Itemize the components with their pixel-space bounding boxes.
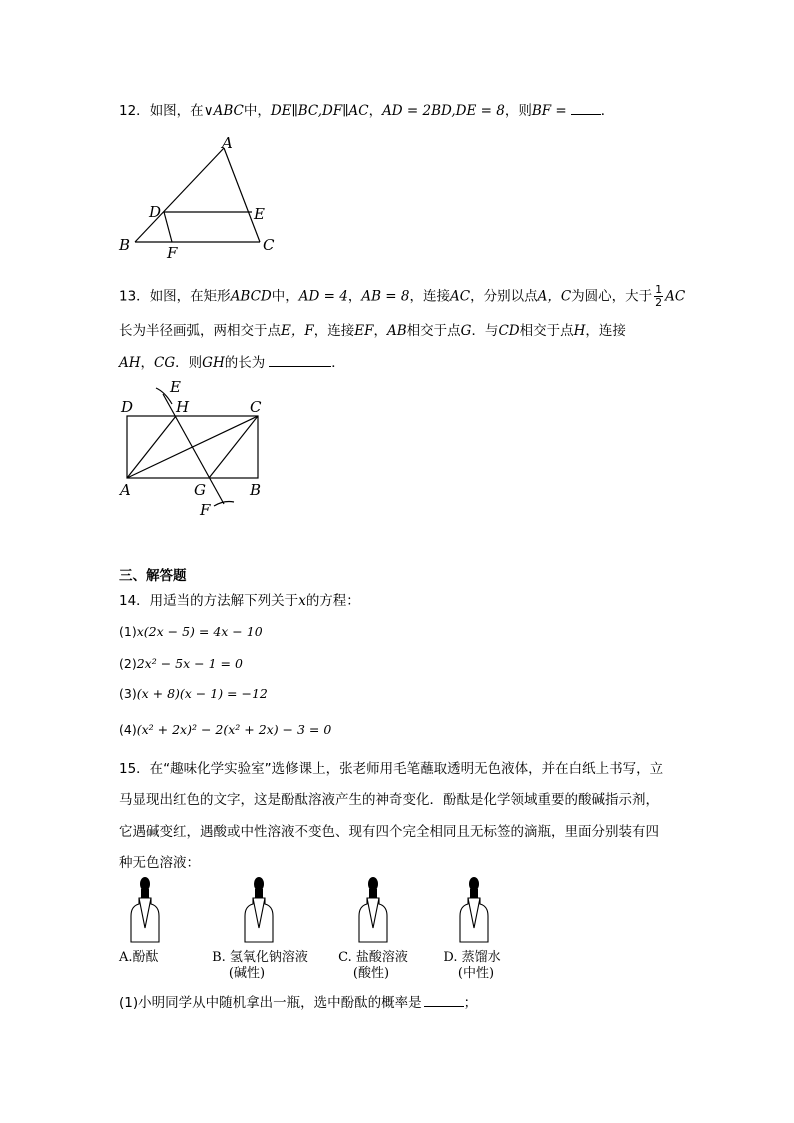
dropper-bottle-icon [125, 876, 165, 946]
label-f: F [167, 244, 178, 260]
bottle-d-note: (中性) [457, 966, 495, 981]
bottle-d-label: D. 蒸馏水 [443, 950, 501, 965]
q12-triangle-figure [112, 132, 287, 260]
bottle-c-note: (酸性) [352, 966, 390, 981]
label-e: E [254, 205, 265, 223]
q14-part1: (1)x(2x − 5) = 4x − 10 [119, 624, 263, 639]
q15-line4: 种无色溶液： [119, 855, 200, 871]
q13-rectangle-figure [114, 378, 274, 520]
label-a: A [120, 481, 131, 499]
q15-line3: 它遇碱变红，遇酸或中性溶液不变色、现有四个完全相同且无标签的滴瓶，里面分别装有四 [119, 824, 659, 840]
label-c: C [250, 398, 262, 416]
q14-stem: 14．用适当的方法解下列关于x的方程： [119, 593, 360, 609]
q12-stem: 12．如图，在∨ABC中，DE∥BC,DF∥AC，AD = 2BD,DE = 8，则BF = ． [119, 103, 615, 119]
q13-answer-blank[interactable] [269, 354, 331, 367]
q13-line2: 长为半径画弧，两相交于点E，F，连接EF，AB相交于点G．与CD相交于点H，连接 [119, 323, 626, 339]
label-b: B [119, 236, 131, 254]
q15-sub1: (1)小明同学从中随机拿出一瓶，选中酚酞的概率是 ； [119, 995, 478, 1011]
q15-answer-blank[interactable] [424, 994, 464, 1007]
section-heading: 三、解答题 [119, 568, 187, 584]
q12-answer-blank[interactable] [571, 102, 601, 115]
label-d: D [149, 203, 162, 221]
label-f: F [200, 501, 211, 519]
dropper-bottle-icon [454, 876, 494, 946]
label-e: E [170, 378, 181, 396]
label-h: H [176, 398, 190, 416]
q14-part3: (3)(x + 8)(x − 1) = −12 [119, 686, 268, 701]
one-half-fraction: $\frac{1}{2}$ [655, 283, 663, 309]
label-g: G [194, 481, 206, 499]
q13-line1: 13．如图，在矩形ABCD中，AD = 4，AB = 8，连接AC，分别以点A，C为圆心，大于 $\frac{1}{2}$ AC [119, 283, 686, 309]
bottle-b-label: B. 氢氧化钠溶液 [212, 950, 308, 965]
q14-part4: (4)(x² + 2x)² − 2(x² + 2x) − 3 = 0 [119, 722, 332, 737]
label-b: B [250, 481, 262, 499]
q14-part2: (2)2x² − 5x − 1 = 0 [119, 656, 243, 671]
bottle-b-note: (碱性) [228, 966, 266, 981]
q15-line2: 马显现出红色的文字，这是酚酞溶液产生的神奇变化．酚酞是化学领域重要的酸碱指示剂， [119, 792, 659, 808]
bottle-c-label: C. 盐酸溶液 [338, 950, 408, 965]
dropper-bottle-icon [239, 876, 279, 946]
q15-line1: 15．在“趣味化学实验室”选修课上，张老师用毛笔蘸取透明无色液体，并在白纸上书写，立 [119, 761, 664, 777]
dropper-bottle-icon [353, 876, 393, 946]
q13-line3: AH，CG．则GH的长为 ． [119, 355, 345, 371]
q12-number: 12． [119, 103, 150, 119]
bottle-a-label: A.酚酞 [119, 950, 159, 965]
label-d: D [121, 398, 134, 416]
label-c: C [263, 236, 275, 254]
label-a: A [222, 134, 233, 152]
